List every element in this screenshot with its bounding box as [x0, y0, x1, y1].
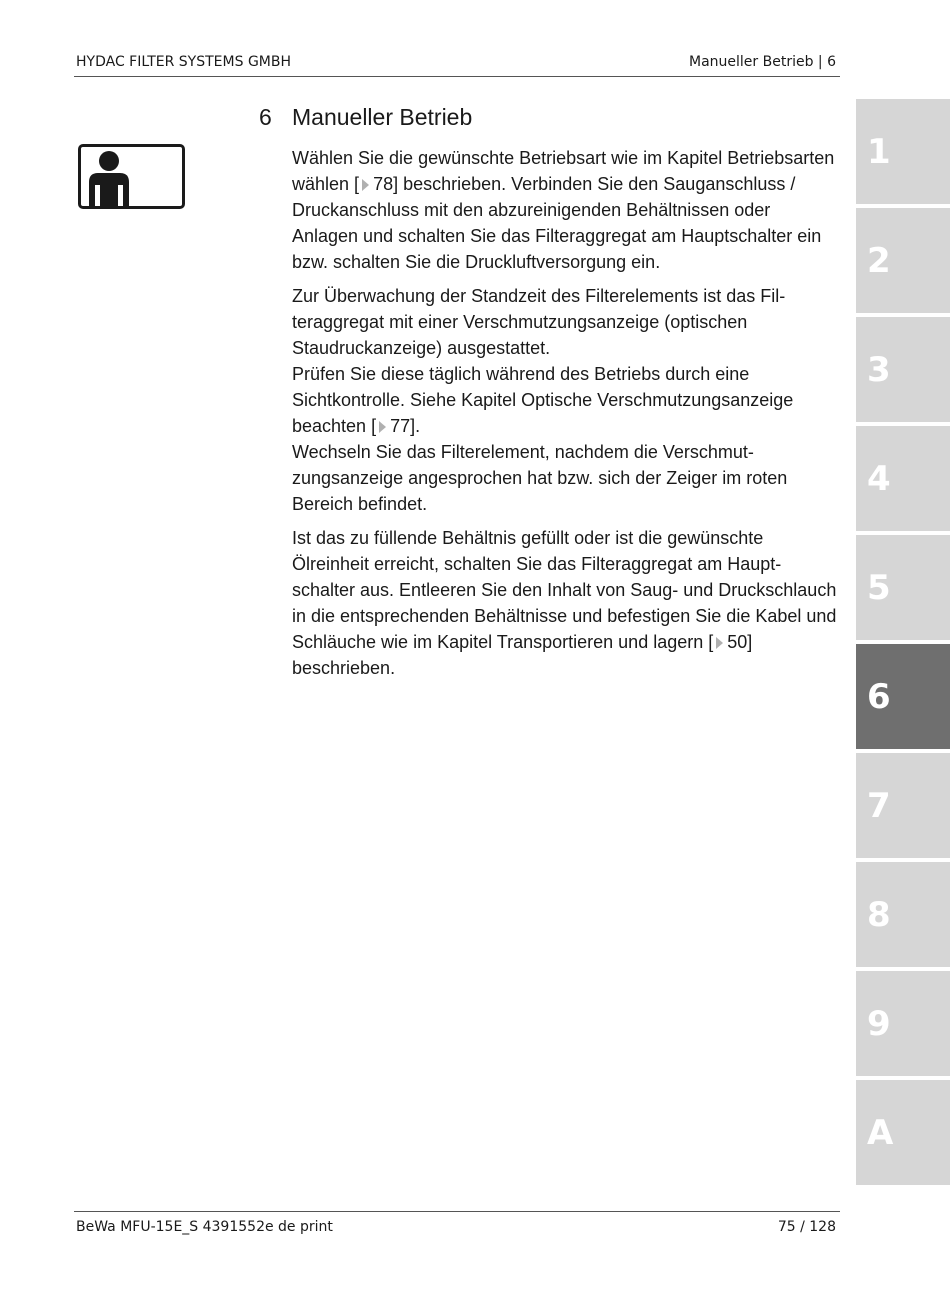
p3-open: [ [703, 632, 714, 652]
page-ref-arrow-icon [716, 637, 723, 649]
link-transportieren-und-lagern[interactable]: Transportieren und lagern [496, 632, 704, 652]
p2-text-c: ]. [410, 416, 421, 436]
chapter-tab-8[interactable]: 8 [856, 862, 950, 967]
operator-symbol [78, 144, 185, 209]
page-footer [74, 1211, 840, 1235]
header-company: HYDAC FILTER SYSTEMS GMBH [76, 54, 291, 70]
chapter-tab-9[interactable]: 9 [856, 971, 950, 1076]
paragraph-2 [292, 283, 838, 517]
page-ref-78[interactable]: 78 [373, 174, 394, 194]
p3-text-a: Ist das zu füllende Behältnis gefüllt oder ist die gewünschte Ölreinheit erreicht, schalten Sie das Filteraggregat am Hauptschalter aus. Entleeren Sie den Inhalt von Saug- und Druckschlauch in die entsprechenden Behältnisse und befestigen Sie die Kabel und Schläuche wie im Kapitel [292, 528, 837, 652]
chapter-tabs [856, 99, 950, 1189]
paragraph-3 [292, 525, 838, 681]
p2-text-d: Wechseln Sie das Filterelement, nachdem die Verschmutzungsanzeige angesprochen hat bzw. sich der Zeiger im roten Bereich befindet. [292, 442, 788, 514]
footer-document-id: BeWa MFU-15E_S 4391552e de print [76, 1219, 333, 1235]
chapter-tab-3[interactable]: 3 [856, 317, 950, 422]
page-ref-arrow-icon [362, 179, 369, 191]
paragraph-1 [292, 145, 838, 275]
chapter-title: Manueller Betrieb [292, 104, 473, 130]
p1-open: [ [349, 174, 360, 194]
chapter-tab-5[interactable]: 5 [856, 535, 950, 640]
link-optische-verschmutzungsanzeige[interactable]: Optische Verschmutzungsanzeige beachten [292, 390, 794, 436]
chapter-tab-6[interactable]: 6 [856, 644, 950, 749]
page-ref-arrow-icon [379, 421, 386, 433]
p1-text-b: ] beschrieben. Verbinden Sie den Sauganschluss / Druckanschluss mit den abzureinigenden Behältnissen oder Anlagen und schalten Sie das Filteraggregat am Hauptschalter ein bzw. schalten Sie die Druckluftversorgung ein. [292, 174, 822, 272]
p3-text-b: ] beschrieben. [292, 632, 753, 678]
page-ref-77[interactable]: 77 [390, 416, 411, 436]
chapter-tab-7[interactable]: 7 [856, 753, 950, 858]
chapter-tab-4[interactable]: 4 [856, 426, 950, 531]
page-header [74, 54, 840, 77]
p2-text-a: Zur Überwachung der Standzeit des Filterelements ist das Filteraggregat mit einer Verschmutzungsanzeige (optischen Staudruckanzeige) ausgestattet. [292, 286, 786, 358]
header-section: Manueller Betrieb | 6 [689, 54, 836, 70]
link-betriebsarten-waehlen[interactable]: Betriebsarten wählen [292, 148, 835, 194]
p1-text-a: Wählen Sie die gewünschte Betriebsart wie im Kapitel [292, 148, 728, 168]
chapter-number: 6 [259, 104, 272, 130]
p2-text-b: Prüfen Sie diese täglich während des Betriebs durch eine Sichtkontrolle. Siehe Kapitel [292, 364, 750, 410]
chapter-tab-a[interactable]: A [856, 1080, 950, 1185]
footer-page-number: 75 / 128 [777, 1219, 836, 1235]
p2-open: [ [366, 416, 377, 436]
operator-person-icon [85, 149, 145, 207]
page-ref-50[interactable]: 50 [727, 632, 748, 652]
chapter-body [292, 145, 838, 689]
chapter-tab-1[interactable]: 1 [856, 99, 950, 204]
chapter-tab-2[interactable]: 2 [856, 208, 950, 313]
